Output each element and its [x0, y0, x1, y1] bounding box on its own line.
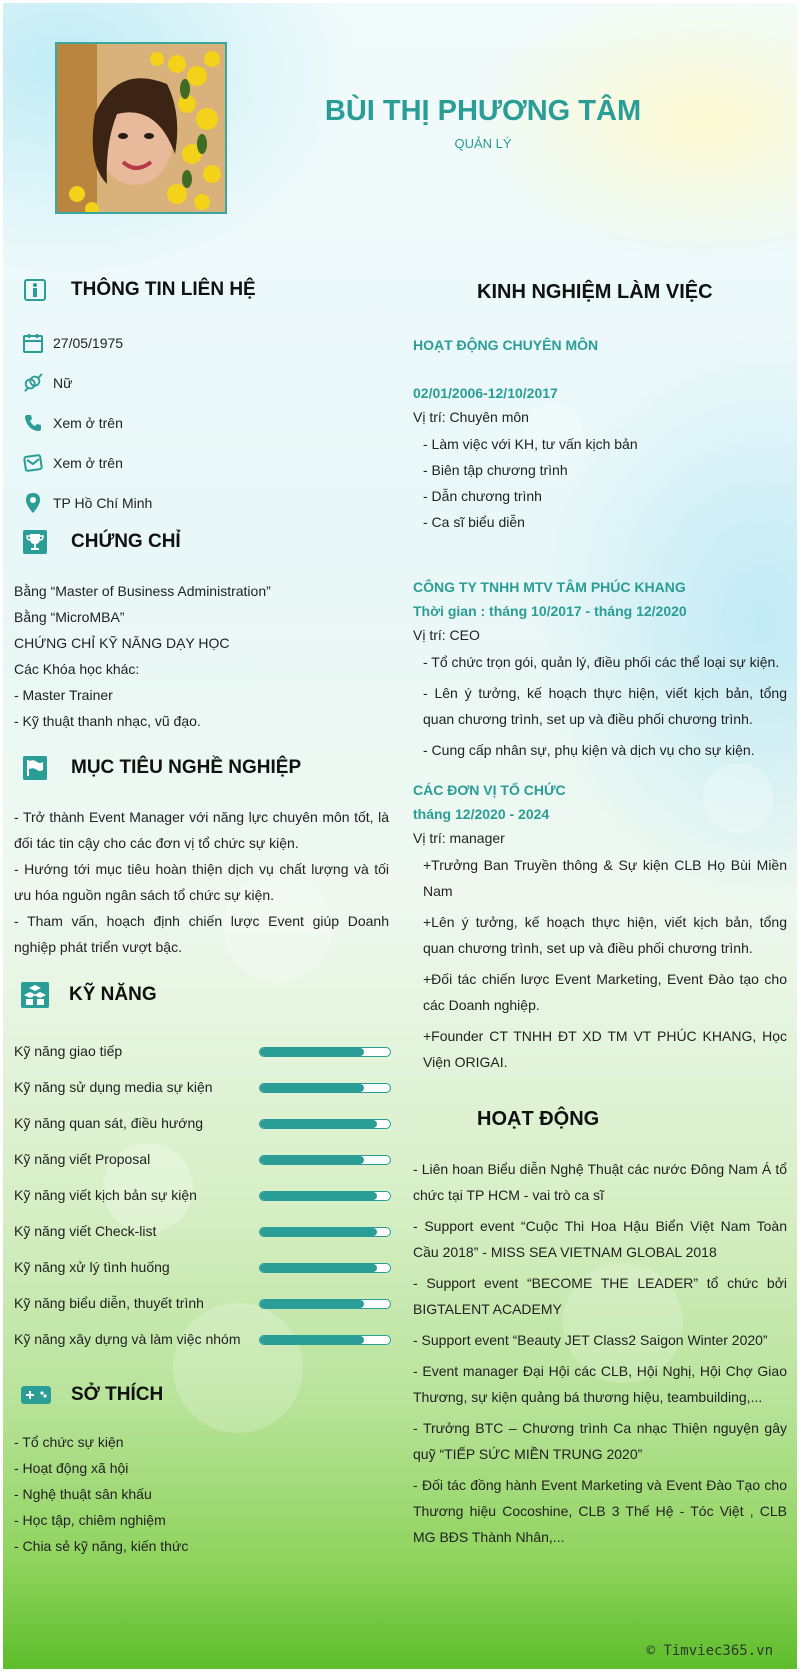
job1-company: HOẠT ĐỘNG CHUYÊN MÔN	[413, 337, 599, 353]
skills-header	[21, 983, 157, 1007]
list-item: +Lên ý tưởng, kế hoạch thực hiện, viết kịch bản, tổng quan chương trình, set up và điều phối chương trình.	[423, 914, 787, 956]
job1-duties	[423, 431, 787, 535]
footer-watermark: © Timviec365.vn	[646, 1643, 773, 1659]
list-item: - Liên hoan Biểu diễn Nghệ Thuật các nước Đông Nam Á tổ chức tại TP HCM - vai trò ca sĩ	[413, 1161, 787, 1203]
skill-level-fill	[260, 1156, 364, 1164]
activities-list	[413, 1156, 787, 1550]
contact-birthday	[23, 333, 123, 353]
skill-label: Kỹ năng quan sát, điều hướng	[14, 1115, 204, 1131]
calendar-icon	[23, 333, 43, 353]
list-item: - Ca sĩ biểu diễn	[423, 514, 525, 530]
trophy-icon	[23, 530, 47, 554]
list-item: - Event manager Đại Hội các CLB, Hội Nghị, Hội Chợ Giao Thương, sự kiện quảng bá thương hiệu, teambuilding,...	[413, 1363, 787, 1405]
skill-level-bar	[259, 1335, 391, 1345]
job2-company: CÔNG TY TNHH MTV TÂM PHÚC KHANG	[413, 579, 686, 595]
skill-label: Kỹ năng viết Proposal	[14, 1151, 151, 1167]
list-item: - Trưởng BTC – Chương trình Ca nhạc Thiện nguyện gây quỹ “TIẾP SỨC MIỀN TRUNG 2020”	[413, 1420, 787, 1462]
list-item: - Đối tác đồng hành Event Marketing và Event Đào Tạo cho Thương hiệu Cocoshine, CLB 3 Thế Hệ - Tóc Việt , CLB MG BĐS Thành Nhân,...	[413, 1477, 787, 1545]
skill-row	[14, 1115, 389, 1135]
experience-title: KINH NGHIỆM LÀM VIỆC	[477, 281, 713, 303]
gender-icon	[23, 373, 43, 393]
goal-paragraph	[14, 804, 389, 960]
skill-label: Kỹ năng viết kịch bản sự kiện	[14, 1187, 197, 1203]
skill-level-fill	[260, 1120, 377, 1128]
phone-icon	[23, 413, 43, 433]
list-item: - Tổ chức sự kiện	[14, 1434, 124, 1450]
list-item: - Support event “Cuộc Thi Hoa Hậu Biển Việt Nam Toàn Cầu 2018” - MISS SEA VIETNAM GLOBAL 2018	[413, 1218, 787, 1260]
list-item: - Nghệ thuật sân khấu	[14, 1486, 152, 1502]
skill-row	[14, 1331, 389, 1351]
email-icon	[23, 453, 43, 473]
skill-level-bar	[259, 1083, 391, 1093]
skill-row	[14, 1259, 389, 1279]
skill-level-bar	[259, 1119, 391, 1129]
job3-duties	[423, 852, 787, 1075]
skill-level-fill	[260, 1300, 364, 1308]
hobbies-title: SỞ THÍCH	[71, 1384, 164, 1405]
activities-title: HOẠT ĐỘNG	[477, 1108, 600, 1130]
list-item: - Support event “Beauty JET Class2 Saigon Winter 2020”	[413, 1332, 768, 1348]
avatar-image	[57, 44, 225, 212]
list-item: - Tổ chức trọn gói, quản lý, điều phối các thể loại sự kiện.	[423, 654, 780, 670]
flag-icon	[23, 756, 47, 780]
skill-label: Kỹ năng viết Check-list	[14, 1223, 157, 1239]
hobbies-list	[14, 1429, 389, 1559]
list-item: - Dẫn chương trình	[423, 488, 542, 504]
skills-title: KỸ NĂNG	[69, 984, 157, 1005]
list-item: - Master Trainer	[14, 687, 113, 703]
contact-address	[23, 493, 152, 513]
skill-label: Kỹ năng sử dụng media sự kiện	[14, 1079, 213, 1095]
resume-page	[3, 3, 797, 1669]
contact-title: THÔNG TIN LIÊN HỆ	[71, 279, 256, 300]
job2-period: Thời gian : tháng 10/2017 - tháng 12/2020	[413, 603, 687, 619]
skill-level-bar	[259, 1191, 391, 1201]
birthday-value: 27/05/1975	[53, 335, 124, 351]
skill-level-fill	[260, 1048, 364, 1056]
job1-period: 02/01/2006-12/10/2017	[413, 385, 558, 401]
job3-period: tháng 12/2020 - 2024	[413, 806, 550, 822]
skill-label: Kỹ năng xử lý tình huống	[14, 1259, 170, 1275]
contact-phone	[23, 413, 123, 433]
certificates-title: CHỨNG CHỈ	[71, 531, 181, 552]
location-pin-icon	[23, 493, 43, 513]
contact-gender	[23, 373, 72, 393]
list-item: Các Khóa học khác:	[14, 661, 140, 677]
skill-label: Kỹ năng giao tiếp	[14, 1043, 123, 1059]
goal-text: - Tham vấn, hoạch định chiến lược Event giúp Doanh nghiệp phát triển vượt bậc.	[14, 913, 389, 955]
skill-label: Kỹ năng xây dựng và làm việc nhóm	[14, 1331, 241, 1347]
info-icon	[23, 278, 47, 302]
job1-position: Vị trí: Chuyên môn	[413, 409, 529, 425]
list-item: +Đối tác chiến lược Event Marketing, Event Đào tạo cho các Doanh nghiệp.	[423, 971, 787, 1013]
skill-level-fill	[260, 1084, 364, 1092]
skill-level-bar	[259, 1155, 391, 1165]
skill-level-fill	[260, 1228, 377, 1236]
job2-position: Vị trí: CEO	[413, 627, 480, 643]
goals-header	[23, 756, 301, 780]
candidate-name: BÙI THỊ PHƯƠNG TÂM	[324, 95, 642, 127]
goal-text: - Hướng tới mục tiêu hoàn thiện dịch vụ chất lượng và tối ưu hóa nguồn ngân sách tổ chức sự kiện.	[14, 861, 389, 903]
list-item: CHỨNG CHỈ KỸ NĂNG DẠY HỌC	[14, 635, 230, 651]
list-item: Bằng “MicroMBA”	[14, 609, 125, 625]
certificates-list	[14, 578, 389, 734]
avatar	[55, 42, 227, 214]
skill-row	[14, 1295, 389, 1315]
list-item: - Chia sẻ kỹ năng, kiến thức	[14, 1538, 189, 1554]
hobbies-header	[21, 1383, 163, 1407]
list-item: - Lên ý tưởng, kế hoạch thực hiện, viết kịch bản, tổng quan chương trình, set up và điều phối chương trình.	[423, 685, 787, 727]
skill-row	[14, 1079, 389, 1099]
list-item: +Founder CT TNHH ĐT XD TM VT PHÚC KHANG, Học Viện ORIGAI.	[423, 1028, 787, 1070]
list-item: - Học tập, chiêm nghiệm	[14, 1512, 166, 1528]
skill-level-bar	[259, 1047, 391, 1057]
contact-header	[23, 278, 256, 302]
skill-level-fill	[260, 1264, 377, 1272]
job3-position: Vị trí: manager	[413, 830, 505, 846]
list-item: - Hoạt động xã hội	[14, 1460, 129, 1476]
job2-duties	[423, 649, 787, 763]
list-item: +Trưởng Ban Truyền thông & Sự kiện CLB Họ Bùi Miền Nam	[423, 857, 787, 899]
gender-value: Nữ	[53, 375, 73, 391]
address-value: TP Hồ Chí Minh	[53, 495, 153, 511]
cubes-icon	[21, 983, 49, 1007]
contact-email	[23, 453, 123, 473]
skill-level-bar	[259, 1227, 391, 1237]
skill-level-bar	[259, 1263, 391, 1273]
list-item: - Làm việc với KH, tư vấn kịch bản	[423, 436, 638, 452]
skill-row	[14, 1043, 389, 1063]
certificates-header	[23, 530, 181, 554]
list-item: - Biên tập chương trình	[423, 462, 568, 478]
phone-value: Xem ở trên	[53, 415, 123, 431]
list-item: - Support event “BECOME THE LEADER” tổ chức bởi BIGTALENT ACADEMY	[413, 1275, 787, 1317]
list-item: - Kỹ thuật thanh nhạc, vũ đạo.	[14, 713, 201, 729]
goals-title: MỤC TIÊU NGHỀ NGHIỆP	[71, 757, 302, 778]
email-value: Xem ở trên	[53, 455, 123, 471]
goal-text: - Trở thành Event Manager với năng lực chuyên môn tốt, là đối tác tin cậy cho các đơn vị tổ chức sự kiện.	[14, 809, 389, 851]
candidate-role: QUẢN LÝ	[454, 136, 512, 151]
skill-level-fill	[260, 1336, 364, 1344]
skill-row	[14, 1223, 389, 1243]
skill-label: Kỹ năng biểu diễn, thuyết trình	[14, 1295, 204, 1311]
skill-level-bar	[259, 1299, 391, 1309]
skill-row	[14, 1151, 389, 1171]
gamepad-icon	[21, 1383, 51, 1407]
skill-row	[14, 1187, 389, 1207]
job3-company: CÁC ĐƠN VỊ TỔ CHỨC	[413, 782, 566, 798]
list-item: - Cung cấp nhân sự, phụ kiện và dịch vụ cho sự kiện.	[423, 742, 755, 758]
list-item: Bằng “Master of Business Administration”	[14, 583, 271, 599]
skill-level-fill	[260, 1192, 377, 1200]
